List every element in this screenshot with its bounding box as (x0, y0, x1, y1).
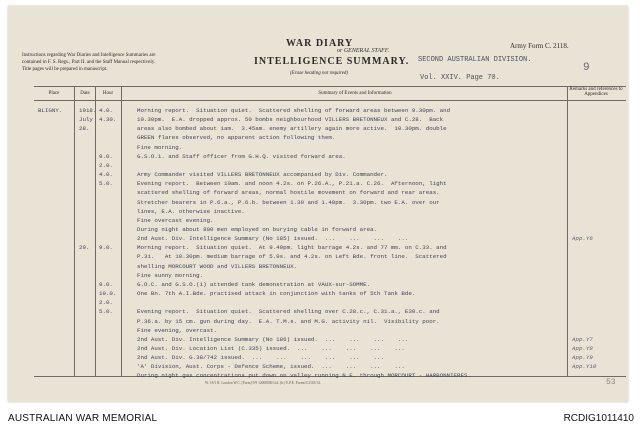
entry-text: Army Commander visited VILLERS BRETONNEUX accompanied by Div. Commander. (137, 171, 388, 179)
entry-hour: 2.0. (99, 299, 113, 307)
entry-text: Fine sunny morning. (137, 271, 204, 279)
entry-date: 28. (79, 125, 90, 133)
entry-text: G.O.C. and G.S.O.(1) attended tank demonstration at VAUX-sur-SOMME. (137, 280, 371, 288)
entry-text: 2nd Aust. Div. Intelligence Summary (No 186) issued. ... ... ... ... (137, 335, 409, 343)
entry-hour: 9.0. (99, 152, 113, 160)
entry-text: 'A' Division, Aust. Corps - Defence Scheme, issued. ... ... ... ... (137, 363, 405, 371)
column-divider (567, 86, 568, 376)
entry-text: 10.30pm. E.A. dropped approx. 50 bombs neighbourhood VILLERS BRETONNEUX and C.28. Back (137, 116, 444, 124)
entry-text: During night gas concentrations put down on valley running N.E. through MORCOURT - HARBONNIERES. (137, 372, 471, 380)
column-divider (95, 86, 96, 376)
entry-place: BLIGNY. (38, 107, 63, 114)
entry-text: One Bn. 7th A.I.Bde. practised attack in conjunction with tanks of 5th Tank Bde. (137, 290, 416, 297)
entry-hour: 4.30. (99, 116, 117, 124)
entry-text: Fine morning. (137, 143, 183, 151)
entry-hour: 4.0. (99, 107, 113, 114)
entry-hour: 5.0. (99, 180, 113, 188)
column-header-summary: Summary of Events and Information (318, 91, 392, 96)
entry-text: Evening report. Between 10am. and noon 4.2s. on P.26.A., P.21.a. C.26. Afternoon, light (137, 180, 447, 188)
entry-remark: App.Y7 (572, 335, 593, 343)
column-divider (121, 86, 122, 376)
entry-text: During night about 800 men employed on burying cable in forward area. (137, 225, 378, 233)
column-header-place: Place (48, 91, 60, 96)
entry-text: Fine evening, overcast. (137, 326, 218, 334)
entry-date: 1918. (79, 107, 97, 114)
entry-text: shelling MORCOURT WOOD and VILLERS BRETONNEUX. (137, 262, 298, 270)
printer-imprint: W. 18/1 R. London W.C. [Form] 9/9 12000000 Ltd. (b.) E.P.E. Forms/C2118/14. (205, 381, 321, 385)
entry-remark: App.Y8 (572, 344, 593, 352)
diary-subtitle: INTELLIGENCE SUMMARY. (254, 56, 410, 67)
erase-note: (Erase heading not required) (290, 71, 349, 76)
volume-page: Vol. XXIV. Page 70. (420, 74, 500, 82)
entry-text: 2nd Aust. Div. Location List (C.335) issued. ... ... ... ... ... (137, 344, 405, 352)
entry-text: GREEN flares observed, no apparent action following them. (137, 134, 336, 142)
entry-text: Stretcher bearers in P.6.a., P.6.b. between 1.30 and 1.40pm. 3.30pm. two E.A. over our (137, 198, 440, 206)
column-header-remarks: Remarks and references to Appendices (569, 87, 623, 97)
entry-hour: 10.0. (99, 290, 117, 297)
entry-date: July (79, 116, 93, 124)
entry-date: 29. (79, 244, 90, 252)
source-label: AUSTRALIAN WAR MEMORIAL (8, 413, 158, 424)
entry-text: areas also bombed about 1am. 3.45am. enemy artillery again more active. 10.30pm. double (137, 125, 447, 133)
table-header-rule (34, 100, 626, 101)
entry-hour: 9.0. (99, 244, 113, 252)
form-number: Army Form C. 2118. (510, 42, 569, 50)
column-header-date: Date (80, 91, 90, 96)
division-name: SECOND AUSTRALIAN DIVISION. (418, 56, 532, 64)
reference-number: 9 (583, 62, 590, 74)
entry-text: scattered shelling of forward areas, normal hostile movement on forward and rear areas. (137, 189, 440, 197)
entry-text: Evening report. Situation quiet. Scattered shelling over C.28.c., C.31.a., E30.c. and (137, 308, 440, 316)
entry-text: 2nd Aust. Div. G.38/742 issued. ... ... ... ... ... ... (137, 354, 384, 362)
entry-hour: 4.0. (99, 171, 113, 179)
entry-text: lines, E.A. otherwise inactive. (137, 207, 245, 215)
entry-text: Morning report. Situation quiet. Scattered shelling of forward areas between 9.30pm. and (137, 107, 451, 114)
entry-hour: 5.0. (99, 308, 113, 316)
entry-remark: App.Y9 (572, 354, 593, 362)
entry-hour: 9.0. (99, 280, 113, 288)
entry-text: 2nd Aust. Div. Intelligence Summary (No 185) issued. ... ... ... ... (137, 235, 409, 243)
entry-text: Morning report. Situation quiet. At 9.40pm. light barrage 4.2s. and 77 mm. on C.33. and (137, 244, 447, 252)
entry-text: Fine overcast evening. (137, 216, 214, 224)
entry-text: P.36.a. by 15 cm. gun during day. E.A. T.M.s. and M.G. activity nil. Visibility poor. (137, 317, 440, 325)
entry-remark: App.Y10 (572, 363, 597, 371)
page-mark: 53 (606, 378, 616, 387)
entry-hour: 2.0. (99, 161, 113, 169)
column-header-hour: Hour (102, 91, 114, 96)
entry-text: G.S.O.1. and Staff officer from G.H.Q. visited forward area. (137, 152, 346, 160)
instructions-note: Instructions regarding War Diaries and Intelligence Summaries are contained in F. S. Regs., Part II. and the Staff Manual respectively. Title pages will be prepared in manuscript. (22, 53, 156, 72)
staff-line: or GENERAL STAFF. (337, 48, 390, 54)
entry-remark: App.Y6 (572, 235, 593, 243)
entry-text: P.31. At 10.30pm. medium barrage of 5.9s. and 4.2s. on Left Bde. front line. Scattered (137, 253, 447, 261)
column-divider (74, 86, 75, 376)
diary-title: WAR DIARY (286, 38, 354, 49)
source-reference: RCDIG1011410 (563, 413, 634, 424)
table-top-rule (34, 86, 626, 87)
